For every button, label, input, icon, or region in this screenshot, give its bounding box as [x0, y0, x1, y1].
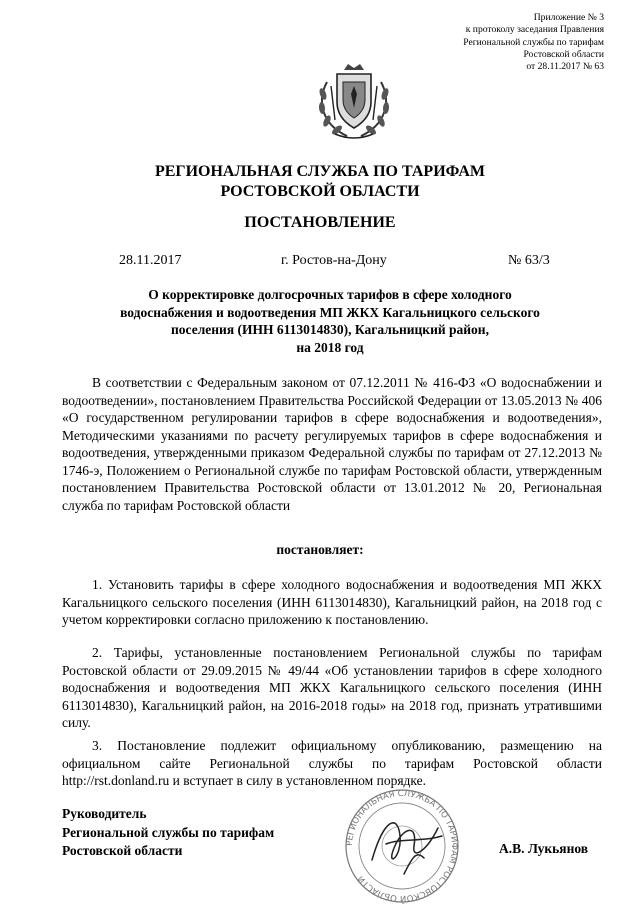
subject-line: на 2018 год: [296, 339, 364, 355]
document-number: № 63/3: [508, 253, 550, 268]
signatory-line: Руководитель: [62, 806, 147, 821]
appendix-line: Ростовской области: [523, 48, 604, 60]
appendix-line: Приложение № 3: [533, 12, 604, 23]
appendix-line: от 28.11.2017 № 63: [526, 61, 604, 73]
resolution-item-3: 3. Постановление подлежит официальному опубликованию, размещению на официальном сайте Региональной службы по тарифам Ростовской области http://rst.donland.ru и вступает в силу в установленном порядке.: [62, 738, 602, 788]
subject-line: О корректировке долгосрочных тарифов в сфере холодного: [148, 287, 512, 302]
preamble-paragraph: В соответствии с Федеральным законом от 07.12.2011 № 416-ФЗ «О водоснабжении и водоотведении», постановлением Правительства Российской Федерации от 13.05.2013 № 406 «О государственном регулировании тарифов в сфере водоснабжения и водоотведения», Методическими указаниями по расчету регулируемых тарифов в сфере водоснабжения и водоотведения, утвержденными приказом Федеральной службы по тарифам от 27.12.2013 № 1746-э, Положением о Региональной службе по тарифам Ростовской области, утвержденным постановлением Правительства Ростовской области от 13.01.2012 № 20, Региональная служба по тарифам Ростовской области: [62, 375, 602, 513]
signer-name: А.В. Лукьянов: [499, 841, 589, 856]
resolution-item-1: 1. Установить тарифы в сфере холодного водоснабжения и водоотведения МП ЖКХ Кагальницкого сельского поселения (ИНН 6113014830), Кагальницкий район, на 2018 год с учетом корректировки согласно приложению к постановлению.: [62, 577, 602, 627]
coat-of-arms-icon: [313, 62, 395, 142]
organization-title-line: РОСТОВСКОЙ ОБЛАСТИ: [220, 183, 420, 200]
resolves-heading: постановляет:: [276, 542, 364, 557]
document-subject: [100, 286, 560, 356]
signatory-line: Ростовской области: [62, 843, 183, 858]
signatory-position: [62, 805, 274, 861]
subject-line: водоснабжения и водоотведения МП ЖКХ Кагальницкого сельского: [120, 304, 540, 320]
seal-text: РЕГИОНАЛЬНАЯ СЛУЖБА ПО ТАРИФАМ РОСТОВСКОЙ ОБЛАСТИ: [344, 788, 460, 904]
organization-title: [0, 162, 640, 202]
document-type-heading: ПОСТАНОВЛЕНИЕ: [244, 214, 396, 231]
signatory-line: Региональной службы по тарифам: [62, 824, 275, 840]
resolution-item-2: 2. Тарифы, установленные постановлением Региональной службы по тарифам Ростовской области от 29.09.2015 № 49/44 «Об установлении тарифов в сфере холодного водоснабжения и водоотведения МП ЖКХ Кагальницкого сельского поселения (ИНН 6113014830), Кагальницкий район, на 2016-2018 годы» на 2018 год, признать утратившими силу.: [62, 645, 602, 730]
appendix-line: к протоколу заседания Правления: [465, 24, 604, 36]
organization-title-line: РЕГИОНАЛЬНАЯ СЛУЖБА ПО ТАРИФАМ: [154, 163, 486, 180]
subject-line: поселения (ИНН 6113014830), Кагальницкий район,: [171, 322, 489, 337]
document-city: г. Ростов-на-Дону: [281, 253, 387, 268]
document-date: 28.11.2017: [119, 253, 182, 268]
official-seal-icon: [342, 788, 462, 905]
appendix-line: Региональной службы по тарифам: [463, 36, 604, 48]
